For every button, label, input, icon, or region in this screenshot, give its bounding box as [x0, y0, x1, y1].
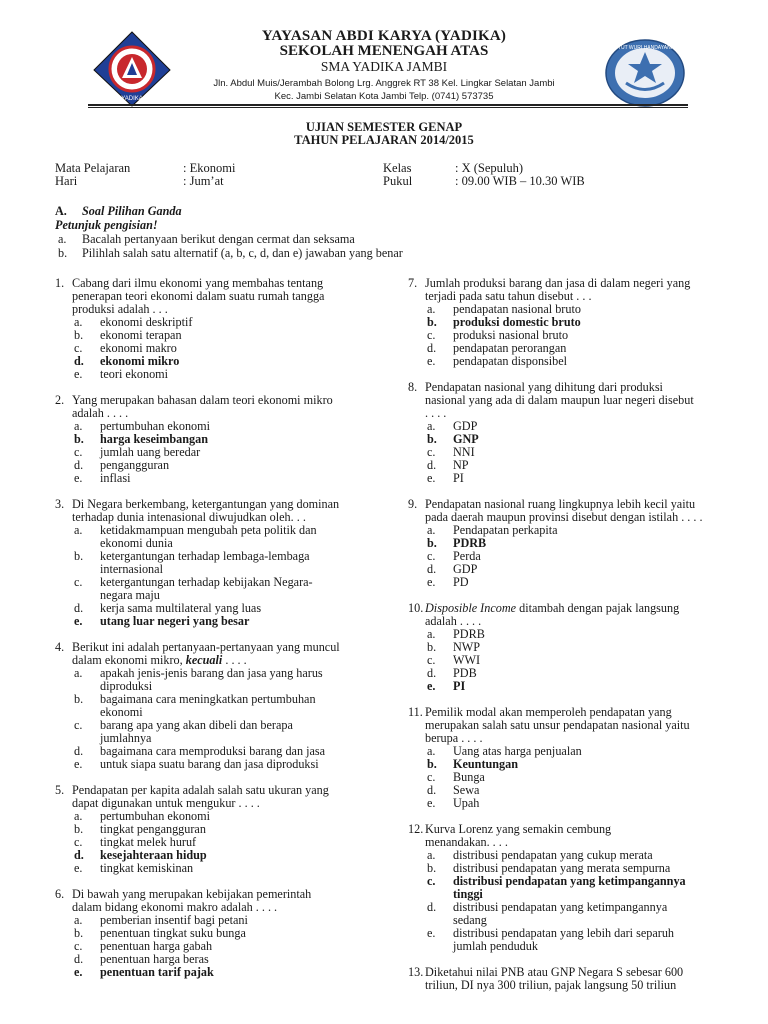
- option-text: GNP: [453, 432, 479, 446]
- question-text: berupa . . . .: [425, 731, 483, 745]
- option-letter: a.: [74, 315, 83, 329]
- answer-option: [55, 862, 395, 875]
- option-text: barang apa yang akan dibeli dan berapa: [100, 718, 293, 732]
- option-letter: c.: [74, 445, 83, 459]
- option-letter: c.: [427, 653, 436, 667]
- option-letter: d.: [427, 562, 437, 576]
- question-text: Jumlah produksi barang dan jasa di dalam negeri yang: [425, 276, 691, 290]
- question-number: 7.: [408, 276, 418, 290]
- question-number: 11.: [408, 705, 423, 719]
- option-text: Bunga: [453, 770, 485, 784]
- question-number: 2.: [55, 393, 65, 407]
- option-text: tinggi: [453, 887, 483, 901]
- question-text: triliun, DI nya 300 triliun, pajak langsung 50 triliun: [425, 978, 677, 992]
- option-text: tingkat kemiskinan: [100, 861, 194, 875]
- questions-left-column: [55, 277, 395, 992]
- option-letter: c.: [74, 341, 83, 355]
- option-text: PDRB: [453, 627, 485, 641]
- answer-option: [408, 680, 753, 693]
- option-letter: e.: [74, 471, 83, 485]
- answer-option: [408, 355, 753, 368]
- svg-text:YADIKA: YADIKA: [121, 96, 143, 102]
- answer-option: [55, 615, 395, 628]
- time-value: : 09.00 WIB – 10.30 WIB: [455, 174, 585, 188]
- day-label: Hari: [55, 174, 78, 188]
- option-letter: b.: [74, 822, 84, 836]
- option-letter: e.: [74, 367, 83, 381]
- option-text: internasional: [100, 562, 163, 576]
- option-text: PDB: [453, 666, 477, 680]
- question-item: [408, 498, 753, 589]
- option-letter: a.: [427, 302, 436, 316]
- option-text: penentuan harga gabah: [100, 939, 213, 953]
- question-text: terjadi pada satu tahun disebut . . .: [425, 289, 592, 303]
- option-letter: d.: [74, 458, 84, 472]
- option-letter: d.: [74, 952, 84, 966]
- option-text: sedang: [453, 913, 487, 927]
- subject-label: Mata Pelajaran: [55, 161, 131, 175]
- option-text: inflasi: [100, 471, 131, 485]
- questions-right-column: [408, 277, 753, 1005]
- option-letter: b.: [74, 926, 84, 940]
- school-address-contact: Kec. Jambi Selatan Kota Jambi Telp. (0741) 573735: [274, 91, 494, 102]
- question-text: dapat digunakan untuk mengukur . . . .: [72, 796, 260, 810]
- answer-option: [55, 758, 395, 771]
- answer-option: [408, 472, 753, 485]
- question-text: ditambah dengan pajak langsung: [516, 601, 680, 615]
- option-letter: e.: [427, 926, 436, 940]
- question-number: 6.: [55, 887, 65, 901]
- instructions-title: Petunjuk pengisian!: [55, 218, 158, 232]
- option-text: ketergantungan terhadap lembaga-lembaga: [100, 549, 310, 563]
- section-title: Soal Pilihan Ganda: [82, 204, 182, 218]
- option-text: jumlahnya: [100, 731, 152, 745]
- option-letter: a.: [74, 809, 83, 823]
- option-text: untuk siapa suatu barang dan jasa diproduksi: [100, 757, 319, 771]
- option-text: distribusi pendapatan yang ketimpangannya: [453, 900, 668, 914]
- question-item: [55, 641, 395, 771]
- option-text: tingkat pengangguran: [100, 822, 206, 836]
- option-text: PDRB: [453, 536, 487, 550]
- question-text: Diketahui nilai PNB atau GNP Negara S sebesar 600: [425, 965, 684, 979]
- option-letter: e.: [74, 614, 83, 628]
- class-label: Kelas: [383, 161, 412, 175]
- option-letter: e.: [427, 354, 436, 368]
- option-text: penentuan tarif pajak: [100, 965, 214, 979]
- question-text: menandakan. . . .: [425, 835, 508, 849]
- option-letter: c.: [74, 939, 83, 953]
- option-text: penentuan harga beras: [100, 952, 209, 966]
- option-text: ekonomi terapan: [100, 328, 182, 342]
- option-letter: b.: [427, 640, 437, 654]
- time-label: Pukul: [383, 174, 413, 188]
- answer-option: [55, 966, 395, 979]
- question-text: Yang merupakan bahasan dalam teori ekonomi mikro: [72, 393, 333, 407]
- option-letter: e.: [74, 757, 83, 771]
- option-text: teori ekonomi: [100, 367, 169, 381]
- header-divider-thick: [88, 104, 688, 106]
- option-letter: d.: [74, 744, 84, 758]
- instruction-b: Pilihlah salah satu alternatif (a, b, c, d, dan e) jawaban yang benar: [82, 246, 403, 260]
- option-text: Perda: [453, 549, 481, 563]
- option-text: Sewa: [453, 783, 480, 797]
- option-letter: b.: [427, 432, 437, 446]
- svg-text:TUT WURI HANDAYANI: TUT WURI HANDAYANI: [617, 45, 673, 51]
- info-labels-left: [55, 162, 130, 188]
- option-letter: b.: [74, 549, 84, 563]
- school-type: SEKOLAH MENENGAH ATAS: [279, 43, 489, 59]
- question-number: 9.: [408, 497, 418, 511]
- option-letter: c.: [427, 549, 436, 563]
- option-text: bagaimana cara memproduksi barang dan jasa: [100, 744, 326, 758]
- option-text: penentuan tingkat suku bunga: [100, 926, 246, 940]
- question-item: [55, 784, 395, 875]
- option-text: NP: [453, 458, 469, 472]
- option-letter: e.: [74, 861, 83, 875]
- question-item: [408, 823, 753, 953]
- question-item: [55, 277, 395, 381]
- answer-option: [55, 368, 395, 381]
- option-letter: e.: [427, 471, 436, 485]
- class-value: : X (Sepuluh): [455, 161, 524, 175]
- option-letter: c.: [427, 770, 436, 784]
- question-text: adalah . . . .: [72, 406, 129, 420]
- option-letter: d.: [74, 601, 84, 615]
- option-letter: e.: [427, 679, 436, 693]
- option-text: harga keseimbangan: [100, 432, 209, 446]
- answer-option: [408, 940, 753, 953]
- option-letter: b.: [74, 328, 84, 342]
- answer-option: [408, 797, 753, 810]
- option-text: pendapatan perorangan: [453, 341, 567, 355]
- question-item: [408, 381, 753, 485]
- question-text: Cabang dari ilmu ekonomi yang membahas tentang: [72, 276, 324, 290]
- school-address: Jln. Abdul Muis/Jerambah Bolong Lrg. Anggrek RT 38 Kel. Lingkar Selatan Jambi: [213, 78, 555, 89]
- option-text: ketergantungan terhadap kebijakan Negara-: [100, 575, 313, 589]
- question-text-line: [408, 394, 753, 407]
- option-letter: e.: [427, 796, 436, 810]
- question-text: Di Negara berkembang, ketergantungan yang dominan: [72, 497, 340, 511]
- option-text: GDP: [453, 562, 478, 576]
- question-number: 13.: [408, 965, 424, 979]
- option-letter: a.: [74, 523, 83, 537]
- info-labels-right: [383, 162, 412, 188]
- info-values-right: [455, 162, 585, 188]
- question-text: Pemilik modal akan memperoleh pendapatan yang: [425, 705, 672, 719]
- question-text: terhadap dunia intenasional diwujudkan oleh. . .: [72, 510, 306, 524]
- option-letter: d.: [427, 900, 437, 914]
- option-letter: a.: [427, 419, 436, 433]
- question-text: merupakan salah satu unsur pendapatan nasional yaitu: [425, 718, 690, 732]
- question-item: [55, 498, 395, 628]
- question-text: Di bawah yang merupakan kebijakan pemerintah: [72, 887, 312, 901]
- option-letter: a.: [74, 913, 83, 927]
- header-divider-thin: [88, 107, 688, 108]
- question-text-tail: . . . .: [222, 653, 247, 667]
- question-text: dalam bidang ekonomi makro adalah . . . .: [72, 900, 278, 914]
- option-letter: b.: [427, 757, 437, 771]
- question-text: penerapan teori ekonomi dalam suatu rumah tangga: [72, 289, 325, 303]
- option-text: negara maju: [100, 588, 160, 602]
- question-emphasis-word: kecuali: [185, 653, 223, 667]
- option-letter: c.: [427, 328, 436, 342]
- option-text: distribusi pendapatan yang lebih dari separuh: [453, 926, 675, 940]
- option-letter: c.: [427, 874, 436, 888]
- option-letter: c.: [74, 835, 83, 849]
- option-text: jumlah penduduk: [453, 939, 538, 953]
- option-letter: d.: [427, 666, 437, 680]
- option-letter: a.: [427, 523, 436, 537]
- option-text: produksi nasional bruto: [453, 328, 569, 342]
- option-text: utang luar negeri yang besar: [100, 614, 250, 628]
- question-number: 5.: [55, 783, 65, 797]
- option-letter: b.: [427, 861, 437, 875]
- option-text: PI: [453, 471, 464, 485]
- question-item: [408, 602, 753, 693]
- day-value: : Jum’at: [183, 174, 224, 188]
- option-text: pemberian insentif bagi petani: [100, 913, 248, 927]
- option-text: distribusi pendapatan yang cukup merata: [453, 848, 653, 862]
- question-number: 12.: [408, 822, 424, 836]
- question-number: 3.: [55, 497, 65, 511]
- section-letter: A.: [55, 204, 67, 218]
- option-text: pengangguran: [100, 458, 170, 472]
- option-letter: c.: [74, 575, 83, 589]
- option-text: ekonomi mikro: [100, 354, 180, 368]
- option-text: NWP: [453, 640, 481, 654]
- instruction-a-letter: a.: [58, 232, 67, 246]
- option-letter: d.: [427, 783, 437, 797]
- exam-year: TAHUN PELAJARAN 2014/2015: [294, 133, 474, 147]
- option-text: kerja sama multilateral yang luas: [100, 601, 262, 615]
- question-item: [408, 706, 753, 810]
- option-text: Uang atas harga penjualan: [453, 744, 582, 758]
- question-text: Kurva Lorenz yang semakin cembung: [425, 822, 612, 836]
- question-text: Berikut ini adalah pertanyaan-pertanyaan yang muncul: [72, 640, 340, 654]
- option-text: bagaimana cara meningkatkan pertumbuhan: [100, 692, 316, 706]
- question-item: [55, 888, 395, 979]
- option-letter: b.: [427, 536, 437, 550]
- option-letter: a.: [427, 848, 436, 862]
- instruction-b-letter: b.: [58, 246, 68, 260]
- subject-value: : Ekonomi: [183, 161, 236, 175]
- question-item: [408, 277, 753, 368]
- option-text: NNI: [453, 445, 475, 459]
- question-text: nasional yang ada di dalam maupun luar negeri disebut: [425, 393, 694, 407]
- option-text: ekonomi deskriptif: [100, 315, 193, 329]
- option-letter: e.: [74, 965, 83, 979]
- option-letter: d.: [74, 354, 84, 368]
- option-letter: a.: [74, 666, 83, 680]
- question-text: dalam ekonomi mikro,: [72, 653, 186, 667]
- option-text: Upah: [453, 796, 480, 810]
- option-text: GDP: [453, 419, 478, 433]
- option-text: pertumbuhan ekonomi: [100, 419, 211, 433]
- option-letter: d.: [74, 848, 84, 862]
- option-text: Pendapatan perkapita: [453, 523, 558, 537]
- option-text: ekonomi dunia: [100, 536, 173, 550]
- option-text: diproduksi: [100, 679, 153, 693]
- question-text: Pendapatan nasional ruang lingkupnya lebih kecil yaitu: [425, 497, 696, 511]
- question-item: [55, 394, 395, 485]
- question-item: [408, 966, 753, 992]
- answer-option: [55, 472, 395, 485]
- instruction-a: Bacalah pertanyaan berikut dengan cermat dan seksama: [82, 232, 355, 246]
- option-text: WWI: [453, 653, 481, 667]
- question-text: pada daerah maupun provinsi disebut dengan istilah . . . .: [425, 510, 703, 524]
- option-text: distribusi pendapatan yang merata sempurna: [453, 861, 671, 875]
- option-text: kesejahteraan hidup: [100, 848, 207, 862]
- option-text: ketidakmampuan mengubah peta politik dan: [100, 523, 317, 537]
- option-text: produksi domestic bruto: [453, 315, 581, 329]
- option-letter: a.: [427, 627, 436, 641]
- question-text: Pendapatan nasional yang dihitung dari produksi: [425, 380, 663, 394]
- option-letter: b.: [74, 692, 84, 706]
- option-letter: a.: [74, 419, 83, 433]
- question-number: 10.: [408, 601, 424, 615]
- question-number: 1.: [55, 276, 65, 290]
- option-text: ekonomi: [100, 705, 143, 719]
- option-text: PI: [453, 679, 466, 693]
- foundation-name: YAYASAN ABDI KARYA (YADIKA): [261, 28, 507, 44]
- question-number: 4.: [55, 640, 65, 654]
- answer-option: [408, 576, 753, 589]
- option-text: jumlah uang beredar: [100, 445, 201, 459]
- option-letter: d.: [427, 458, 437, 472]
- question-text-line: [408, 979, 753, 992]
- question-number: 8.: [408, 380, 418, 394]
- exam-title: UJIAN SEMESTER GENAP: [305, 120, 463, 134]
- option-letter: c.: [427, 445, 436, 459]
- option-text: PD: [453, 575, 469, 589]
- option-text: apakah jenis-jenis barang dan jasa yang harus: [100, 666, 323, 680]
- option-text: pendapatan disponsibel: [453, 354, 568, 368]
- question-emphasis-term: Disposible Income: [425, 601, 517, 615]
- info-values-left: [183, 162, 235, 188]
- option-text: pertumbuhan ekonomi: [100, 809, 211, 823]
- question-text: . . . .: [425, 406, 447, 420]
- option-text: pendapatan nasional bruto: [453, 302, 581, 316]
- question-text: Pendapatan per kapita adalah salah satu ukuran yang: [72, 783, 329, 797]
- option-letter: b.: [74, 432, 84, 446]
- school-name: SMA YADIKA JAMBI: [320, 59, 448, 74]
- option-text: tingkat melek huruf: [100, 835, 197, 849]
- option-letter: e.: [427, 575, 436, 589]
- option-letter: c.: [74, 718, 83, 732]
- option-letter: a.: [427, 744, 436, 758]
- option-text: Keuntungan: [453, 757, 519, 771]
- option-letter: d.: [427, 341, 437, 355]
- question-text: produksi adalah . . .: [72, 302, 168, 316]
- option-text: distribusi pendapatan yang ketimpangannya: [453, 874, 686, 888]
- option-text: ekonomi makro: [100, 341, 177, 355]
- question-text: adalah . . . .: [425, 614, 482, 628]
- option-letter: b.: [427, 315, 437, 329]
